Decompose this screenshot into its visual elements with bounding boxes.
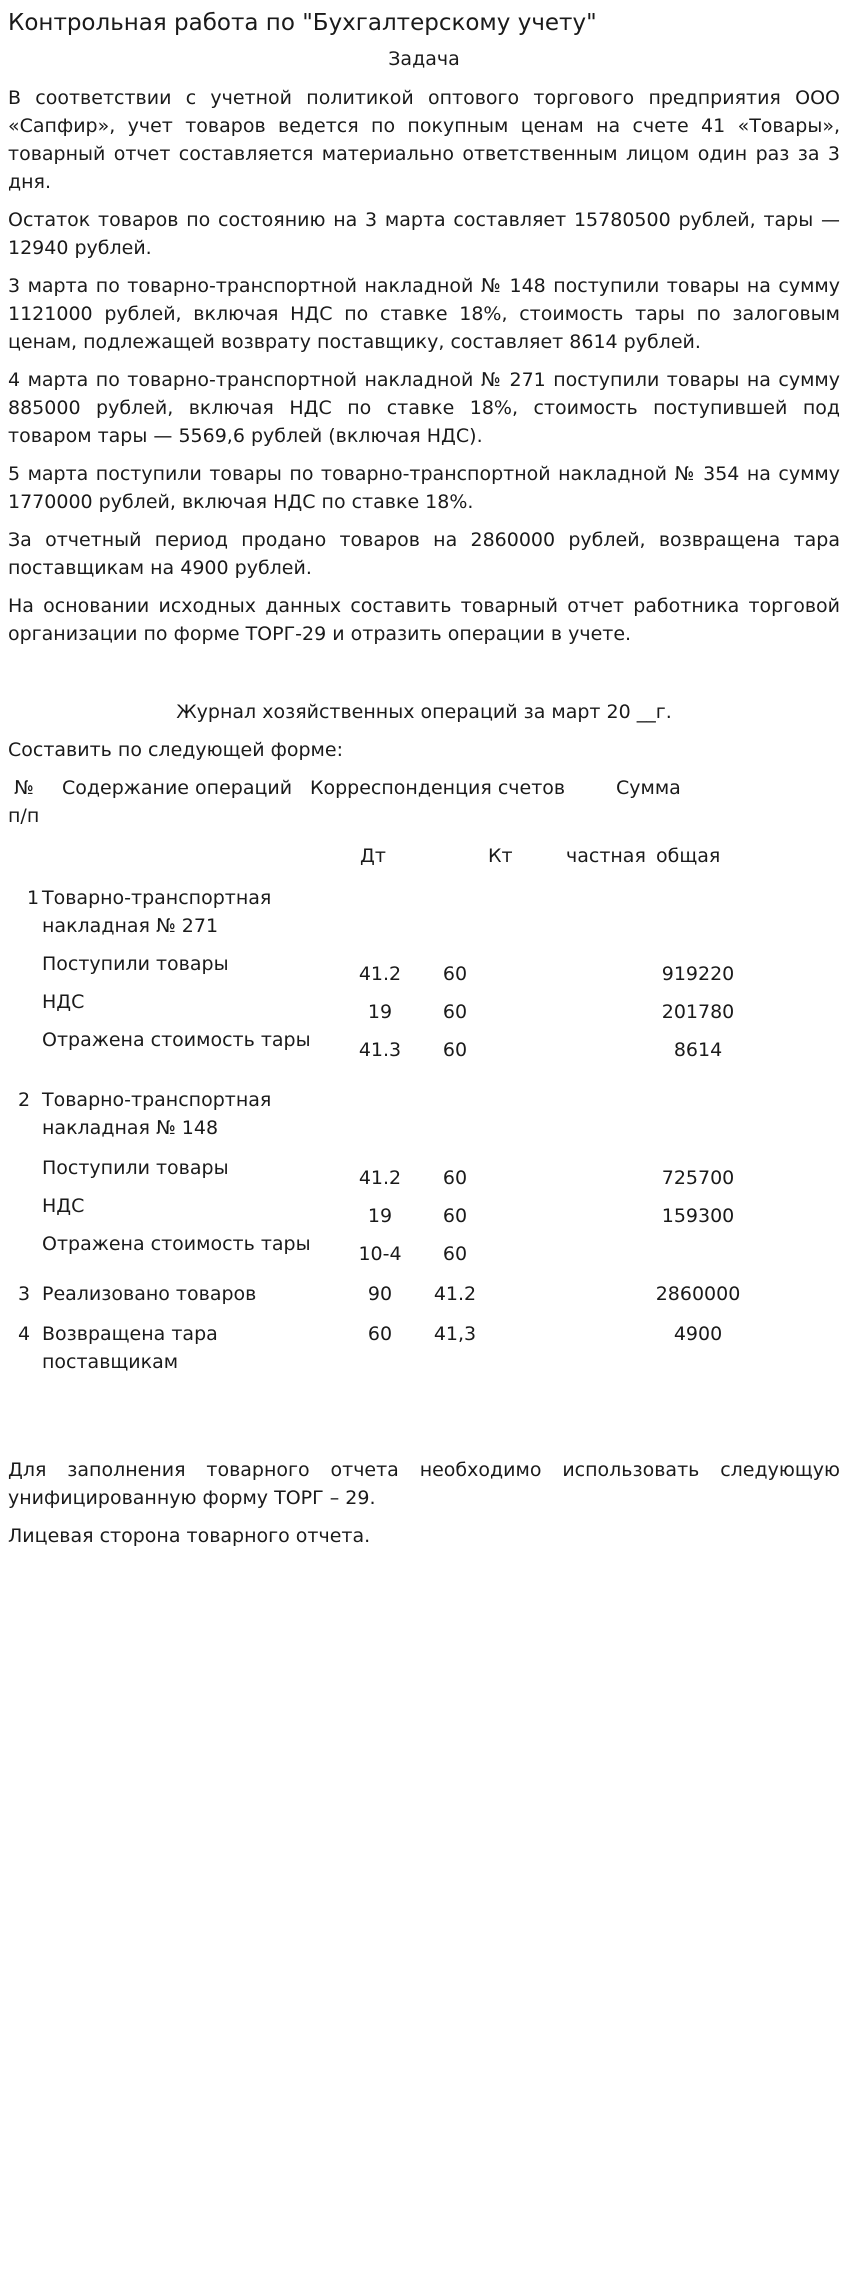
row-content: Товарно-транспортная: [42, 1089, 272, 1111]
paragraph-assignment: На основании исходных данных составить товарный отчет работника торговой организации по форме ТОРГ-29 и отразить операции в учете.: [8, 595, 840, 645]
task-heading: Задача: [388, 48, 460, 70]
journal-heading: Журнал хозяйственных операций за март 20 __г.: [176, 701, 672, 723]
row-num: 2: [18, 1089, 31, 1111]
header-sum: Сумма: [616, 777, 681, 799]
row-credit: 41.2: [433, 1283, 477, 1305]
row-total: 201780: [661, 1001, 735, 1023]
row-total: 919220: [661, 963, 735, 985]
row-credit: 60: [442, 1039, 468, 1061]
row-credit: 41,3: [433, 1323, 477, 1345]
row-content: Товарно-транспортная: [42, 887, 272, 909]
row-content: НДС: [42, 1195, 85, 1217]
row-credit: 60: [442, 1243, 468, 1265]
header-content: Содержание операций: [62, 777, 293, 799]
header-correspondence: Корреспонденция счетов: [310, 777, 566, 799]
row-total: 4900: [673, 1323, 723, 1345]
paragraph-opening-balance: Остаток товаров по состоянию на 3 марта составляет 15780500 рублей, тары — 12940 рублей.: [8, 209, 840, 259]
row-num: 3: [18, 1283, 31, 1305]
row-content: накладная № 271: [42, 915, 219, 937]
row-content: Поступили товары: [42, 953, 229, 975]
row-total: 725700: [661, 1167, 735, 1189]
row-debit: 60: [367, 1323, 393, 1345]
row-credit: 60: [442, 1205, 468, 1227]
header-num-sub: п/п: [8, 805, 40, 827]
row-content: НДС: [42, 991, 85, 1013]
row-credit: 60: [442, 963, 468, 985]
header-debit: Дт: [360, 845, 386, 867]
row-credit: 60: [442, 1001, 468, 1023]
paragraph-invoice-271: 4 марта по товарно-транспортной накладной № 271 поступили товары на сумму 885000 рублей, включая НДС по ставке 18%, стоимость поступившей под товаром тары — 5569,6 рублей (включая НДС).: [8, 369, 840, 447]
row-debit: 10-4: [358, 1243, 402, 1265]
row-content: Поступили товары: [42, 1157, 229, 1179]
row-content: Отражена стоимость тары: [42, 1233, 311, 1255]
paragraph-invoice-354: 5 марта поступили товары по товарно-транспортной накладной № 354 на сумму 1770000 рублей, включая НДС по ставке 18%.: [8, 463, 840, 513]
row-num: 1: [27, 887, 40, 909]
row-num: 4: [18, 1323, 31, 1345]
row-total: 159300: [661, 1205, 735, 1227]
journal-instruction: Составить по следующей форме:: [8, 739, 343, 761]
row-content: поставщикам: [42, 1351, 179, 1373]
row-debit: 90: [367, 1283, 393, 1305]
paragraph-invoice-148: 3 марта по товарно-транспортной накладной № 148 поступили товары на сумму 1121000 рублей, включая НДС по ставке 18%, стоимость тары по залоговым ценам, подлежащей возврату поставщику, составляет 8614 рублей.: [8, 275, 840, 353]
row-debit: 41.2: [358, 1167, 402, 1189]
row-credit: 60: [442, 1167, 468, 1189]
header-partial: частная: [566, 845, 646, 867]
row-debit: 19: [367, 1205, 393, 1227]
paragraph-form-note: Для заполнения товарного отчета необходимо использовать следующую унифицированную форму ТОРГ – 29.: [8, 1459, 840, 1509]
header-credit: Кт: [488, 845, 513, 867]
row-debit: 41.2: [358, 963, 402, 985]
row-debit: 41.3: [358, 1039, 402, 1061]
paragraph-accounting-policy: В соответствии с учетной политикой оптового торгового предприятия ООО «Сапфир», учет товаров ведется по покупным ценам на счете 41 «Товары», товарный отчет составляется материально ответственным лицом один раз за 3 дня.: [8, 87, 840, 193]
row-total: 8614: [673, 1039, 723, 1061]
header-total: общая: [656, 845, 721, 867]
paragraph-report-front: Лицевая сторона товарного отчета.: [8, 1525, 371, 1547]
header-num: №: [14, 777, 34, 799]
row-content: Возвращена тара: [42, 1323, 218, 1345]
row-content: Отражена стоимость тары: [42, 1029, 311, 1051]
row-content: Реализовано товаров: [42, 1283, 257, 1305]
document-title: Контрольная работа по "Бухгалтерскому учету": [8, 10, 597, 36]
row-debit: 19: [367, 1001, 393, 1023]
row-content: накладная № 148: [42, 1117, 219, 1139]
paragraph-sales: За отчетный период продано товаров на 2860000 рублей, возвращена тара поставщикам на 4900 рублей.: [8, 529, 840, 579]
row-total: 2860000: [655, 1283, 741, 1305]
